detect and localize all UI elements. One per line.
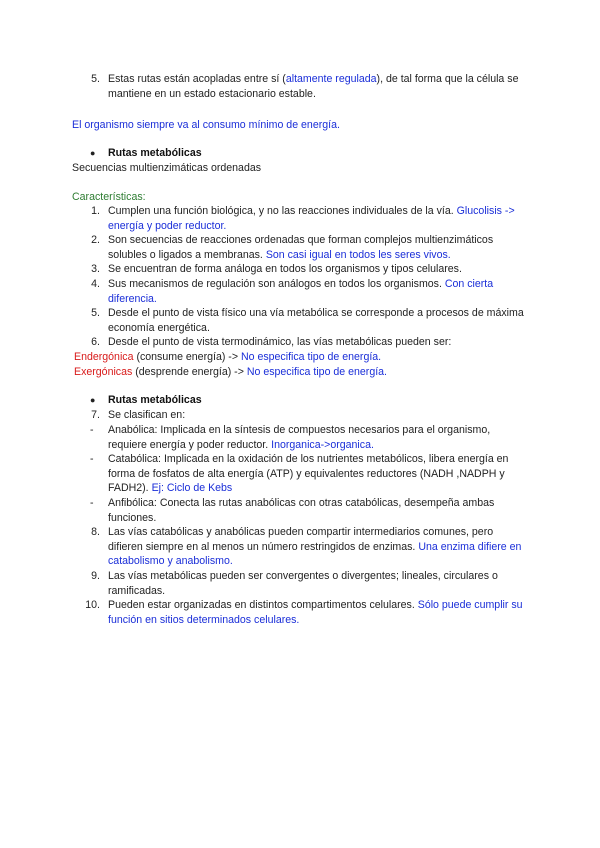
list-item [0, 72, 600, 102]
section-subtitle: Secuencias multienzimáticas ordenadas [72, 162, 262, 174]
section-title: Rutas metabólicas [108, 147, 202, 159]
bullet-icon: ● [90, 395, 96, 405]
characteristics-label: Características: [72, 191, 146, 203]
section-title: Rutas metabólicas [108, 394, 202, 406]
exergonic-line: Exergónicas (desprende energía) -> No especifica tipo de energía. [74, 366, 388, 378]
endergonic-line: Endergónica (consume energía) -> No especifica tipo de energía. [74, 351, 382, 363]
organism-note: El organismo siempre va al consumo mínimo de energía. [72, 119, 340, 131]
document-page: 5. Estas rutas están acopladas entre sí (altamente regulada), de tal forma que la célula se mantiene en un estado estacionario estable. El organismo siempre va al consumo mínimo de energía. ● Rutas metabólicas Secuencias multienzimáticas ordenadas Características: 1. Cumplen una función biológica, y no las reacciones individuales de la vía. Glucolisis -> energía y poder reductor. 2. Son secuencias de reacciones ordenadas que forman complejos multienzimáticos solubles o ligados a membranas. Son casi igual en todos les seres vivos. 3. Se encuentran de forma análoga en todos los organismos y tipos celulares. 4. Sus mecanismos de regulación son análogos en todos los organismos. Con cierta diferencia. 5. Desde el punto de vista físico una vía metabólica se corresponde a procesos de máxima economía energética. 6. Desde el punto de vista termodinámico, las vías metabólicas pueden ser: Endergónica (consume energía) -> No especifica tipo de energía. Exergónicas (desprende energía) -> No especifica tipo de energía. ● Rutas metabólicas 7. Se clasifican en: - Anabólica: Implicada en la síntesis de compuestos necesarios para el organismo, requiere energía y poder reductor. Inorganica->organica. - Catabólica: Implicada en la oxidación de los nutrientes metabólicos, libera energía en forma de fosfatos de alta energía (ATP) y equivalentes reductores (NADH ,NADPH y FADH2). Ej: Ciclo de Kebs - Anfibólica: Conecta las rutas anabólicas con otras catabólicas, desempeña ambas funciones. 8. Las vías catabólicas y anabólicas pueden compartir intermediarios comunes, pero difieren siempre en al menos un número restringidos de enzimas. Una enzima difiere en catabolismo y anabolismo. 9. Las vías metabólicas pueden ser convergentes o divergentes; lineales, circulares o ramificadas. 10. Pueden estar organizadas en distintos compartimentos celulares. Sólo puede cumplir su función en sitios determinados celulares. [0, 0, 600, 848]
list-text: Estas rutas están acopladas entre sí (altamente regulada), de tal forma que la célula se mantiene en un estado estacionario estable. [108, 73, 519, 100]
list-number: 5. [91, 73, 100, 85]
bullet-icon: ● [90, 148, 96, 158]
